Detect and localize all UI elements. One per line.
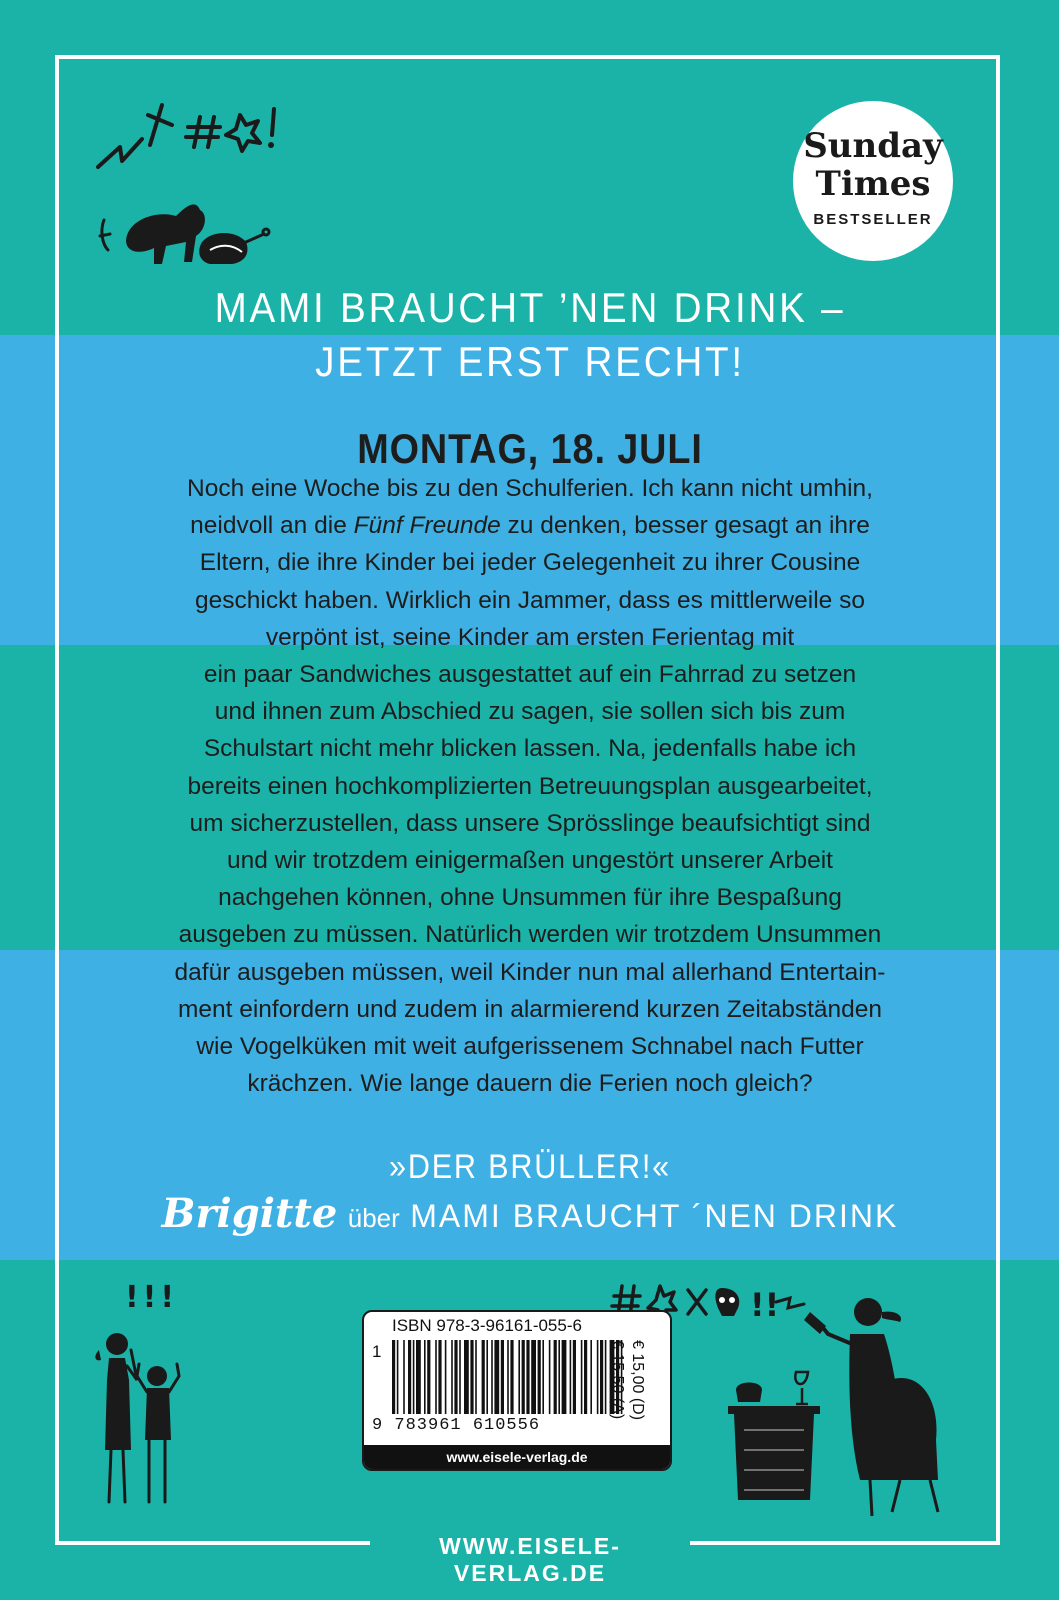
barcode-bar (605, 1340, 607, 1414)
barcode-bar (416, 1340, 421, 1414)
isbn-label: ISBN 978-3-96161-055-6 (392, 1316, 582, 1335)
barcode-bar (494, 1340, 499, 1414)
barcode-bar (510, 1340, 513, 1414)
barcode-bar (435, 1340, 437, 1414)
barcode-bar (526, 1340, 529, 1414)
barcode-box (362, 1310, 672, 1471)
barcode-bar (581, 1340, 583, 1414)
text-line: Noch eine Woche bis zu den Schulferien. Ich kann nicht umhin, (187, 475, 873, 502)
woman-with-wine-icon (700, 1290, 960, 1520)
barcode-bar (459, 1340, 461, 1414)
barcode-bar (403, 1340, 405, 1414)
barcode-bar (558, 1340, 560, 1414)
text-line: bereits einen hochkomplizierten Betreuungsplan ausgearbeitet, (187, 772, 873, 800)
badge-line-bestseller: BESTSELLER (813, 211, 933, 228)
barcode-bar (397, 1340, 399, 1414)
text-line: Schulstart nicht mehr blicken lassen. Na, jedenfalls habe ich (203, 735, 857, 763)
barcode-bar (507, 1340, 509, 1414)
barcode-bar (584, 1340, 587, 1414)
barcode-bar (392, 1340, 395, 1414)
text-line: ein paar Sandwiches ausgestattet auf ein Fahrrad zu setzen (203, 661, 857, 689)
barcode-bar (470, 1340, 473, 1414)
barcode-bar (424, 1340, 426, 1414)
barcode-bar (491, 1340, 493, 1414)
text-line: nachgehen können, ohne Unsummen für ihre Bespaßung (218, 884, 842, 912)
mother-and-child-icon (85, 1320, 195, 1510)
barcode-bar (445, 1340, 447, 1414)
barcode-bar (486, 1340, 488, 1414)
barcode-bar (427, 1340, 430, 1414)
barcode-digits: 9 783961 610556 (372, 1416, 541, 1435)
headline-line-1: MAMI BRAUCHT ’NEN DRINK – (214, 284, 846, 331)
barcode-bar (522, 1340, 525, 1414)
book-title-italic: Fünf Freunde (353, 512, 501, 540)
text-line: und ihnen zum Abschied zu sagen, sie sollen sich bis zum (214, 698, 846, 726)
text-line: geschickt haben. Wirklich ein Jammer, dass es mittlerweile so (195, 586, 865, 614)
barcode-bar (518, 1340, 520, 1414)
barcode-bar (542, 1340, 544, 1414)
barcode-bar (597, 1340, 599, 1414)
review-attribution (100, 1190, 960, 1237)
barcode-bar (464, 1340, 469, 1414)
publisher-website: www.eisele-verlag.de (364, 1445, 670, 1469)
exclamation-marks: !!! (125, 1280, 179, 1315)
bestseller-badge (793, 101, 953, 261)
text-line: Eltern, die ihre Kinder bei jeder Gelegenheit zu ihrer Cousine (199, 549, 861, 577)
text-line: wie Vogelküken mit weit aufgerissenem Schnabel nach Futter (196, 1033, 864, 1061)
barcode-bar (554, 1340, 557, 1414)
barcode-bar (531, 1340, 536, 1414)
text-line: um sicherzustellen, dass unsere Sprösslinge beaufsichtigt sind (189, 809, 871, 837)
badge-line-sunday: Sunday (803, 126, 943, 166)
barcode-bar (562, 1340, 567, 1414)
barcode-top-digit: 1 (372, 1342, 382, 1361)
barcode-bar (549, 1340, 551, 1414)
text-line: neidvoll an die Fünf Freunde zu denken, besser gesagt an ihre (190, 512, 870, 540)
text-line: krächzen. Wie lange dauern die Ferien noch gleich? (247, 1070, 813, 1098)
barcode-bar (451, 1340, 453, 1414)
barcode-bar (501, 1340, 504, 1414)
barcode-bar (413, 1340, 415, 1414)
headline-line-2: JETZT ERST RECHT! (315, 338, 745, 385)
badge-line-times: Times (815, 164, 931, 204)
text-line: verpönt ist, seine Kinder am ersten Ferientag mit (265, 623, 795, 651)
attribution-ueber: über (347, 1203, 400, 1233)
swear-symbols-icon (90, 95, 290, 175)
barcode-bar (438, 1340, 441, 1414)
barcode-bar (590, 1340, 592, 1414)
barcode-bar (573, 1340, 576, 1414)
barcode-bar (408, 1340, 411, 1414)
price-austria: € 15,50 (A) (609, 1340, 626, 1420)
attribution-book-title: MAMI BRAUCHT ´NEN DRINK (410, 1198, 899, 1234)
barcode-bar (454, 1340, 457, 1414)
barcode-bar (482, 1340, 485, 1414)
review-quote: »DER BRÜLLER!« (388, 1148, 672, 1186)
barcode-bar (475, 1340, 477, 1414)
barcode-bar (570, 1340, 572, 1414)
price-germany: € 15,00 (D) (629, 1340, 646, 1421)
text-line: ausgeben zu müssen. Natürlich werden wir trotzdem Unsummen (178, 921, 882, 949)
brigitte-logo: Brigitte (161, 1190, 338, 1237)
text-line: dafür ausgeben müssen, weil Kinder nun mal allerhand Entertain- (174, 958, 886, 986)
barcode-bar (538, 1340, 541, 1414)
text-line: und wir trotzdem einigermaßen ungestört unserer Arbeit (227, 847, 833, 875)
text-line: ment einfordern und zudem in alarmierend kurzen Zeitabständen (177, 995, 883, 1023)
footer-url: WWW.EISELE-VERLAG.DE (439, 1533, 621, 1586)
barcode-bar (600, 1340, 603, 1414)
dog-icon (96, 190, 276, 280)
exclamation-marks-right: !! (750, 1286, 780, 1324)
diary-date: MONTAG, 18. JULI (357, 425, 703, 472)
diary-text (110, 470, 950, 1102)
